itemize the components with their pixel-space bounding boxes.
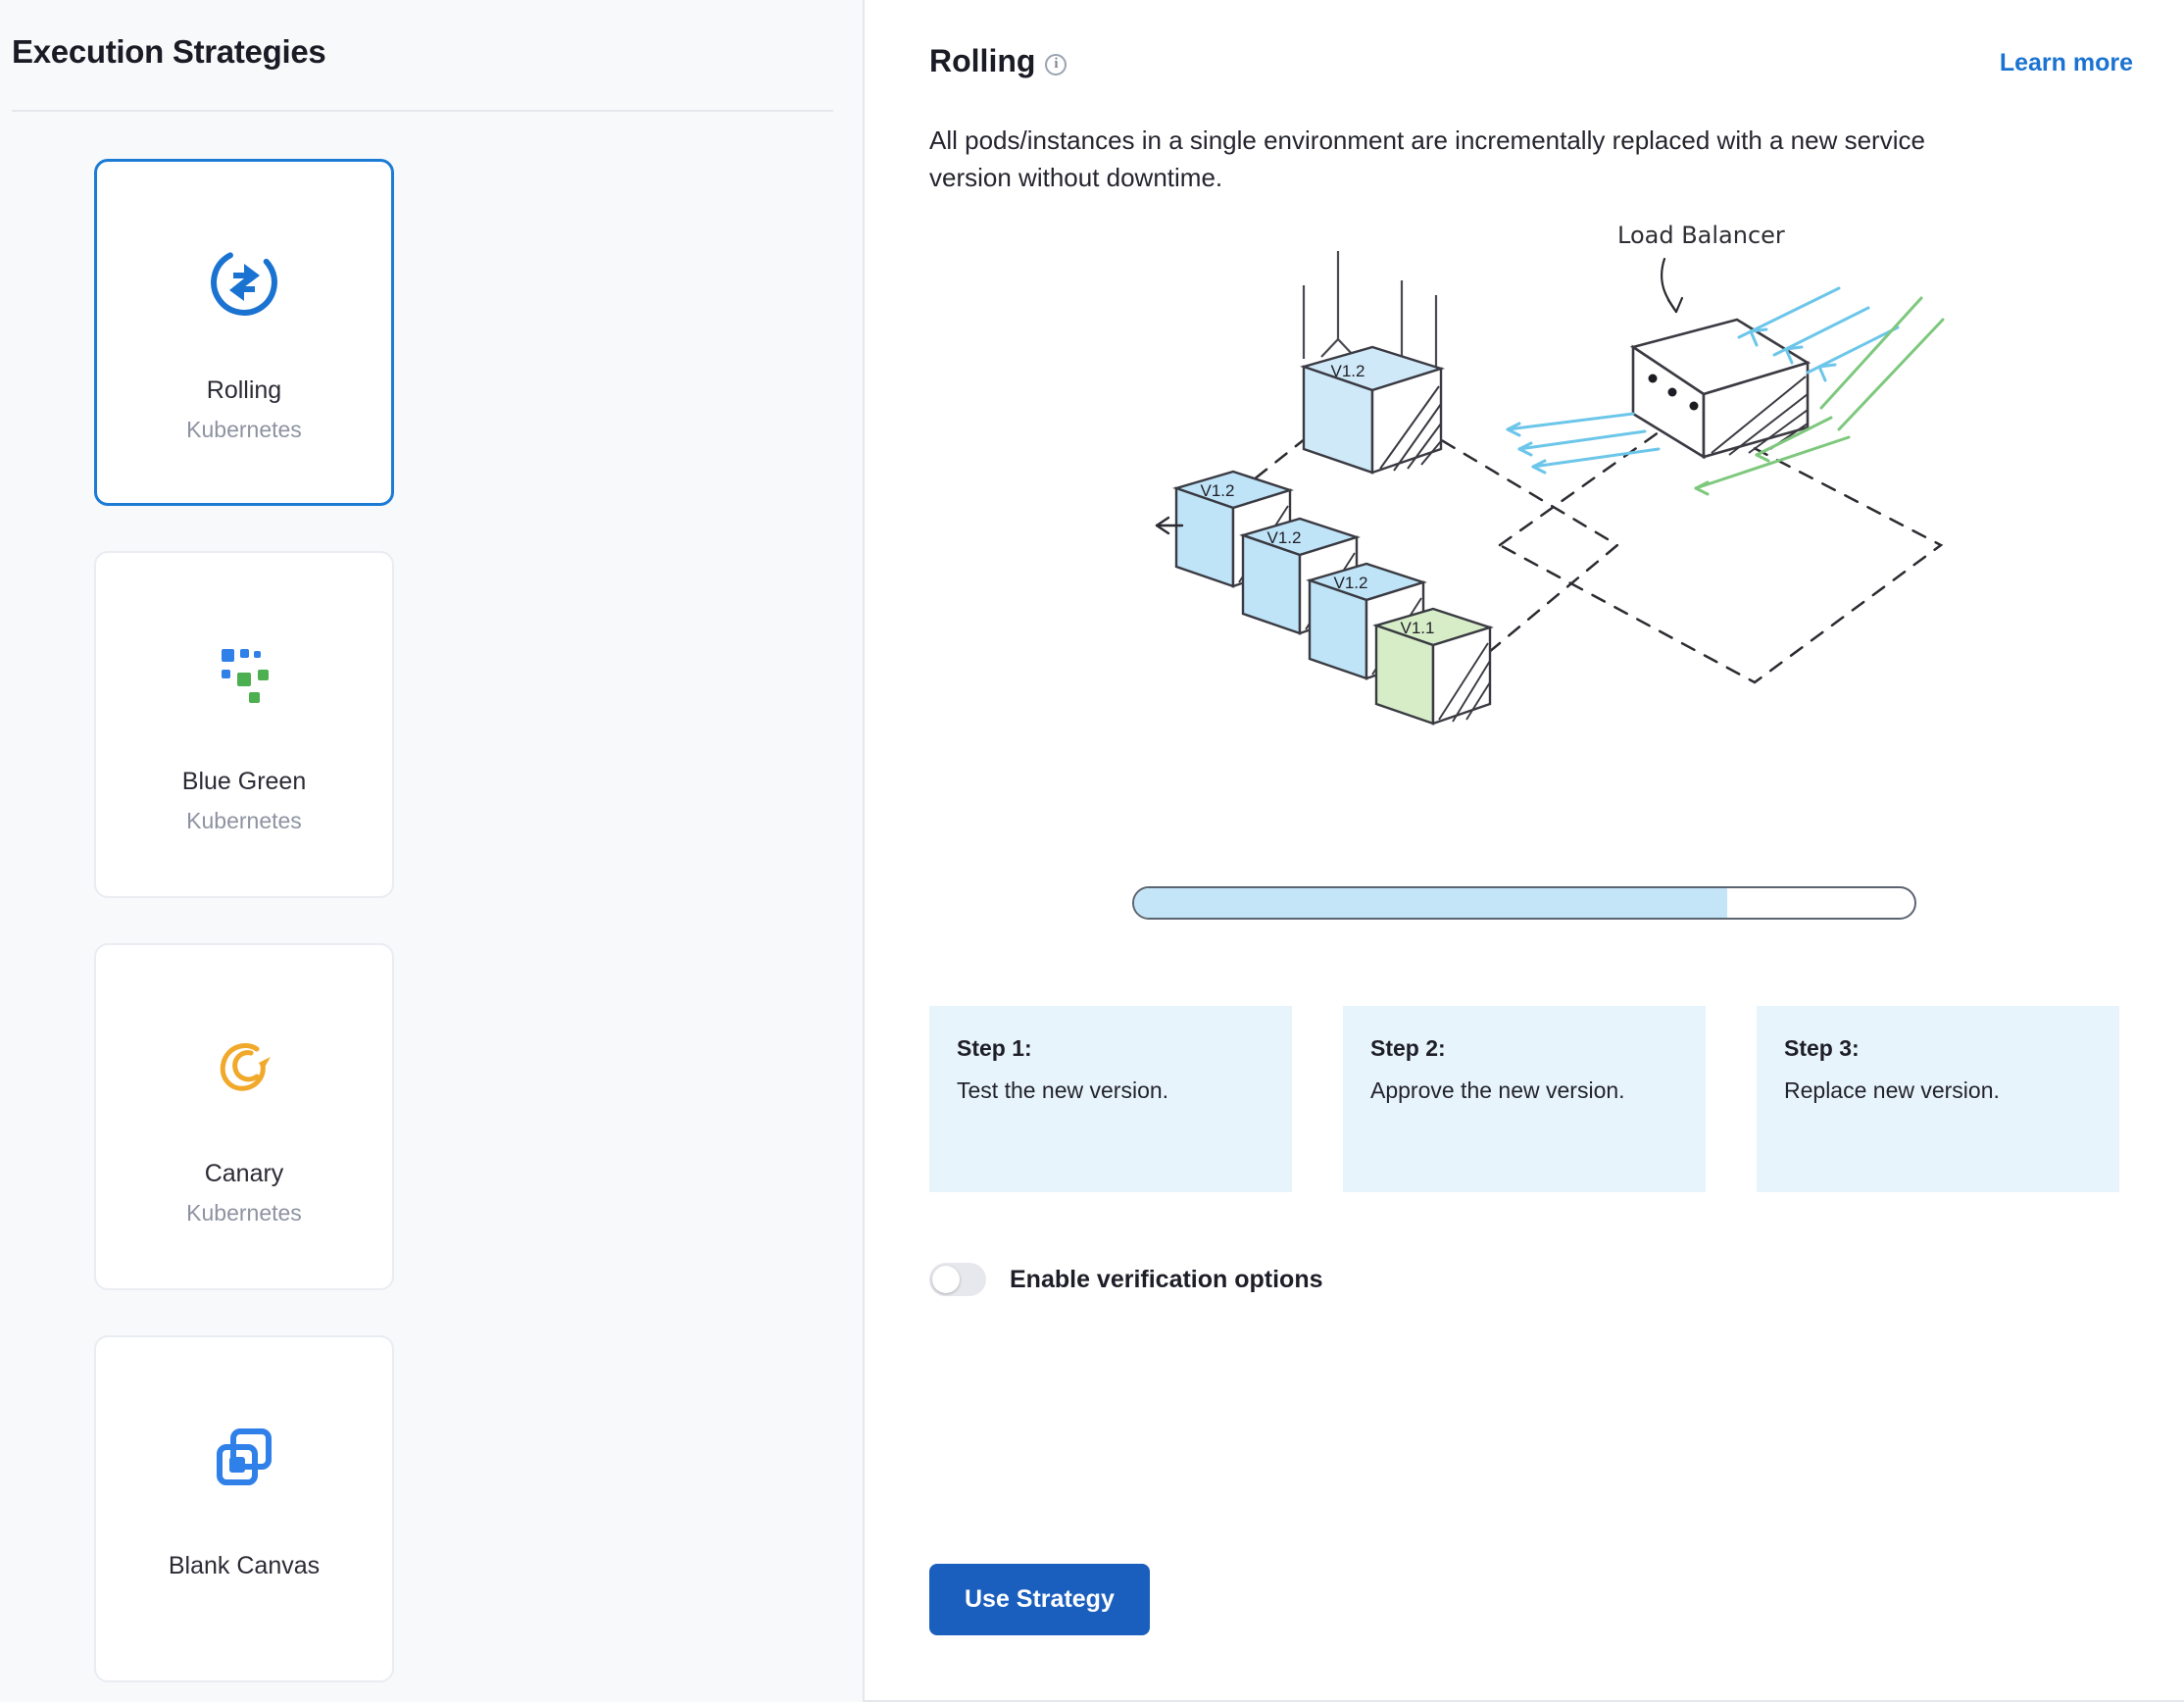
step-text: Approve the new version.: [1370, 1077, 1625, 1104]
page-title: Execution Strategies: [12, 33, 326, 70]
pod-hanging: [1304, 347, 1441, 473]
strategy-card-label: Blank Canvas: [168, 1552, 321, 1579]
strategy-detail-panel: [865, 0, 2184, 1702]
pod-old-version: [1376, 609, 1490, 724]
strategy-card-sublabel: Kubernetes: [186, 1200, 302, 1226]
step-card-2: [1343, 1006, 1706, 1192]
pod-label: V1.2: [1333, 574, 1368, 593]
detail-footer: [929, 1564, 1150, 1635]
pod-label: V1.2: [1330, 362, 1365, 381]
load-balancer-label: Load Balancer: [1617, 222, 1785, 250]
execution-strategies-panel: [0, 0, 865, 1702]
rolling-strategy-diagram: [865, 196, 2184, 869]
strategy-card-sublabel: Kubernetes: [186, 808, 302, 833]
detail-title: [929, 43, 1067, 79]
progress-bar-fill: [1134, 888, 1727, 918]
strategy-card-label: Canary: [204, 1160, 284, 1187]
blank-canvas-squares-icon: [208, 1422, 280, 1494]
info-icon[interactable]: i: [1045, 54, 1067, 75]
step-label: Step 2:: [1370, 1035, 1446, 1062]
progress-bar[interactable]: [1132, 886, 1916, 920]
strategy-card-label: Rolling: [206, 376, 282, 404]
detail-description: All pods/instances in a single environment are incrementally replaced with a new service version without downtime.: [929, 125, 1925, 192]
rollout-progress: [865, 869, 2184, 920]
pod-label: V1.2: [1266, 528, 1302, 548]
step-label: Step 1:: [957, 1035, 1032, 1062]
step-label: Step 3:: [1784, 1035, 1860, 1062]
strategy-card-blue-green[interactable]: [94, 551, 394, 898]
verification-options-row: [865, 1192, 2184, 1296]
step-card-1: [929, 1006, 1292, 1192]
toggle-knob: [932, 1266, 960, 1293]
detail-title-text: Rolling: [929, 43, 1036, 78]
pod-label: V1.2: [1200, 481, 1235, 501]
enable-verification-label: Enable verification options: [1010, 1265, 1323, 1293]
pod-label: V1.1: [1400, 619, 1435, 638]
strategy-card-label: Blue Green: [181, 768, 307, 795]
use-strategy-button[interactable]: Use Strategy: [929, 1564, 1150, 1635]
strategy-card-canary[interactable]: [94, 943, 394, 1290]
step-text: Test the new version.: [957, 1077, 1169, 1104]
detail-header: [865, 43, 2184, 79]
strategy-card-blank-canvas[interactable]: [94, 1335, 394, 1682]
enable-verification-toggle[interactable]: [929, 1263, 986, 1296]
learn-more-link[interactable]: Learn more: [1999, 49, 2133, 76]
steps-row: [865, 920, 2184, 1192]
strategy-card-grid: [0, 112, 686, 1682]
step-text: Replace new version.: [1784, 1077, 2000, 1104]
strategy-card-sublabel: Kubernetes: [186, 417, 302, 442]
load-balancer-box: [1633, 320, 1808, 457]
canary-bird-icon: [208, 1029, 280, 1102]
step-card-3: [1757, 1006, 2119, 1192]
rolling-icon: [208, 246, 280, 319]
strategy-card-rolling[interactable]: [94, 159, 394, 506]
blue-green-dots-icon: [208, 637, 280, 710]
